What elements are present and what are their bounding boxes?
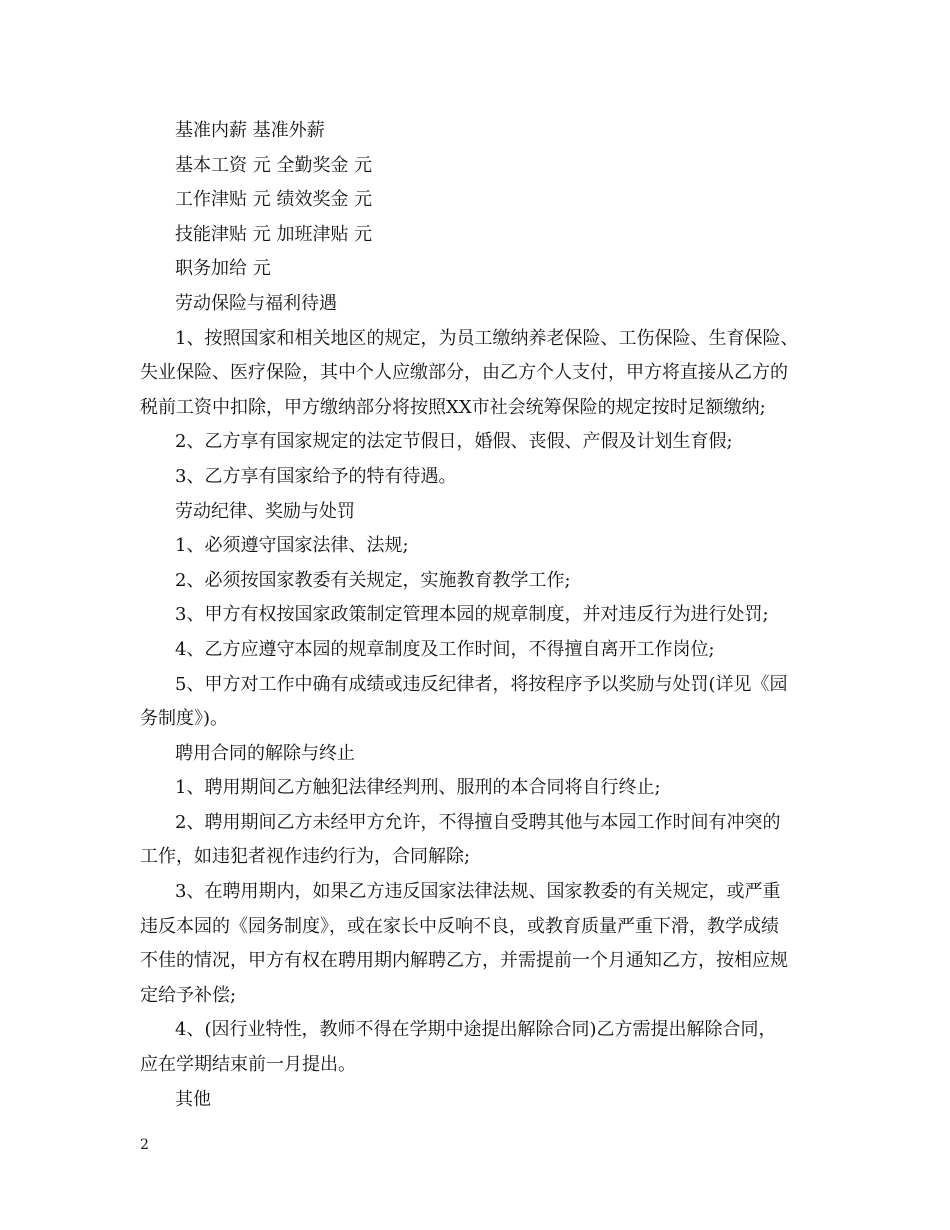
text-line: 2、乙方享有国家规定的法定节假日，婚假、丧假、产假及计划生育假; bbox=[175, 431, 733, 453]
text-line: 4、乙方应遵守本园的规章制度及工作时间，不得擅自离开工作岗位; bbox=[175, 638, 715, 660]
page-number: 2 bbox=[140, 1137, 149, 1153]
text-line: 基准内薪 基准外薪 bbox=[175, 120, 325, 141]
text-line: 劳动保险与福利待遇 bbox=[175, 292, 337, 314]
text-line: 工作津贴 元 绩效奖金 元 bbox=[175, 189, 373, 211]
text-line: 5、甲方对工作中确有成绩或违反纪律者，将按程序予以奖励与处罚(详见《园 bbox=[175, 673, 788, 695]
text-line: 聘用合同的解除与终止 bbox=[175, 742, 355, 764]
text-line: 应在学期结束前一月提出。 bbox=[140, 1054, 356, 1076]
text-line: 1、按照国家和相关地区的规定，为员工缴纳养老保险、工伤保险、生育保险、 bbox=[175, 327, 799, 349]
text-line: 违反本园的《园务制度》，或在家长中反响不良，或教育质量严重下滑，教学成绩 bbox=[140, 915, 779, 937]
text-line: 工作，如违犯者视作违约行为，合同解除; bbox=[140, 846, 471, 868]
text-line: 税前工资中扣除，甲方缴纳部分将按照XX市社会统筹保险的规定按时足额缴纳; bbox=[140, 396, 766, 418]
text-line: 3、甲方有权按国家政策制定管理本园的规章制度，并对违反行为进行处罚; bbox=[175, 604, 769, 626]
text-line: 3、乙方享有国家给予的特有待遇。 bbox=[175, 465, 457, 487]
text-line: 定给予补偿; bbox=[140, 984, 237, 1006]
text-line: 不佳的情况，甲方有权在聘用期内解聘乙方，并需提前一个月通知乙方，按相应规 bbox=[140, 950, 788, 972]
document-body bbox=[140, 114, 830, 1117]
text-line: 务制度》)。 bbox=[140, 708, 229, 730]
text-line: 基本工资 元 全勤奖金 元 bbox=[175, 154, 373, 176]
text-line: 1、聘用期间乙方触犯法律经判刑、服刑的本合同将自行终止; bbox=[175, 777, 661, 799]
text-line: 3、在聘用期内，如果乙方违反国家法律法规、国家教委的有关规定，或严重 bbox=[175, 881, 781, 903]
text-line: 劳动纪律、奖励与处罚 bbox=[175, 500, 355, 522]
text-line: 技能津贴 元 加班津贴 元 bbox=[175, 223, 373, 245]
text-line: 1、必须遵守国家法律、法规; bbox=[175, 535, 409, 557]
text-line: 4、(因行业特性，教师不得在学期中途提出解除合同)乙方需提出解除合同， bbox=[175, 1019, 777, 1041]
text-line: 2、必须按国家教委有关规定，实施教育教学工作; bbox=[175, 569, 571, 591]
text-line: 2、聘用期间乙方未经甲方允许，不得擅自受聘其他与本园工作时间有冲突的 bbox=[175, 811, 781, 833]
text-line: 失业保险、医疗保险，其中个人应缴部分，由乙方个人支付，甲方将直接从乙方的 bbox=[140, 362, 788, 384]
text-line: 职务加给 元 bbox=[175, 258, 271, 280]
text-line: 其他 bbox=[175, 1088, 211, 1110]
